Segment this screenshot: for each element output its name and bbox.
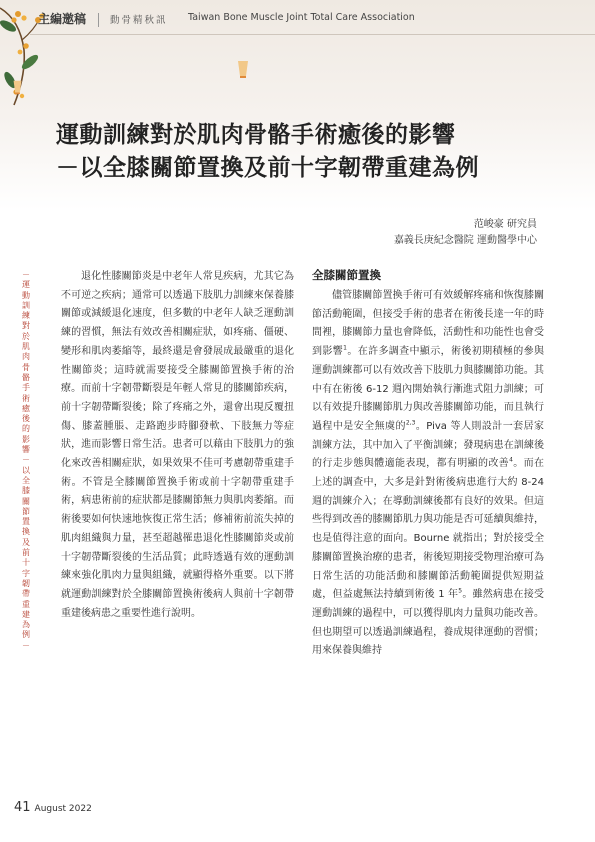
header-bar bbox=[0, 10, 595, 32]
association-name: Taiwan Bone Muscle Joint Total Care Association bbox=[188, 12, 415, 23]
author-name: 范峻豪 研究員 bbox=[473, 219, 537, 230]
title-line-1: 運動訓練對於肌肉骨骼手術癒後的影響 bbox=[56, 121, 456, 148]
magazine-name: 動骨精秋訊 bbox=[110, 15, 168, 26]
title-line-2: －以全膝關節置換及前十字韌帶重建為例 bbox=[56, 154, 479, 181]
reference-mark: 4 bbox=[509, 457, 513, 464]
reference-mark: 5 bbox=[458, 587, 463, 595]
reference-mark: 1 bbox=[343, 344, 347, 352]
author-block bbox=[394, 217, 537, 249]
text-segment: 。在許多調查中顯示，術後初期積極的參與運動訓練都可以有效改善下肢肌力與膝關節功能。其中有在術後 6-12 週內開始執行漸進式阻力訓練；可以有效提升膝關節肌力與改善膝關節功能，而且執行過程中是安全無虞的 bbox=[312, 346, 545, 432]
author-affiliation: 嘉義長庚紀念醫院 運動醫學中心 bbox=[393, 235, 537, 246]
header-rule bbox=[30, 34, 595, 35]
body-paragraph bbox=[312, 287, 544, 661]
article-title bbox=[56, 118, 576, 184]
page-number: 41 bbox=[14, 800, 31, 815]
text-segment: 。Piva 等人則設計一套居家訓練方法，其中加入了平衡訓練；發現病患在訓練後的行走步態與體適能表現，都有明顯的改善 bbox=[312, 420, 544, 470]
right-column bbox=[312, 266, 544, 661]
page-footer bbox=[14, 796, 92, 815]
text-segment: 。雖然病患在接受運動訓練的過程中，可以獲得肌肉力量與功能改善。但也期望可以透過訓練過程，養成規律運動的習慣；用來保養與維持 bbox=[312, 589, 544, 657]
reference-mark: 2,3 bbox=[405, 419, 416, 427]
issue-date: August 2022 bbox=[34, 804, 92, 814]
header-divider bbox=[98, 13, 99, 27]
sky-lantern-icon bbox=[12, 79, 23, 95]
text-segment: 。而在上述的調查中，大多是針對術後病患進行大約 8-24 週的訓練介入；在導動訓練後都有良好的效果。但這些得到改善的膝關節肌力與功能是否可延續與維持，也是值得注意的面向。Bourne 就指出；對於接受全膝關節置換治療的患者，術後短期接受物理治療可為日常生活的功能活動和膝關節活動範圍提供短期益處，但益處無法持續到術後 1 年 bbox=[312, 458, 545, 601]
left-column bbox=[61, 268, 294, 623]
sky-lantern-icon bbox=[236, 59, 250, 79]
text-segment: 儘管膝關節置換手術可有效緩解疼痛和恢復膝關節活動範圍，但接受手術的患者在術後長達一年的時間裡，膝關節力量也會降低，活動性和功能性也會受到影響 bbox=[312, 290, 544, 358]
section-heading: 全膝關節置換 bbox=[312, 268, 381, 282]
side-running-title: －運動訓練對於肌肉骨骼手術癒後的影響－以全膝關節置換及前十字韌帶重建為例－ bbox=[22, 270, 30, 650]
section-tag: 主編邀稿 bbox=[38, 12, 87, 26]
intro-paragraph: 退化性膝關節炎是中老年人常見疾病，尤其它為不可逆之疾病；通常可以透過下肢肌力訓練來保養膝關節或減緩退化速度，但多數的中老年人缺乏運動訓練的習慣，無法有效改善相關症狀，如疼痛、僵硬、變形和肌肉萎縮等，最終還是會發展成最嚴重的退化性關節炎；這時就需要接受全膝關節置換手術的治療。而前十字韌帶斷裂是年輕人常見的膝關節疾病，前十字韌帶斷裂後；除了疼痛之外，還會出現反覆扭傷、膝蓋腫脹、走路跑步時腳發軟、下肢無力等症狀，進而影響日常生活。患者可以藉由下肢肌力的強化來改善相關症狀，如果效果不佳可考慮韌帶重建手術。不管是全膝關節置換手術或前十字韌帶重建手術，病患術前的症狀都是膝關節無力與肌肉萎縮。而術後要如何快速地恢復正常生活；修補術前流失掉的肌肉組織與力量，甚至超越罹患退化性膝關節炎或前十字韌帶斷裂後的生活品質；此時透過有效的運動訓練來強化肌肉力量與組織，就顯得格外重要。以下將就運動訓練對於全膝關節置換術後病人與前十字韌帶重建後病患之重要性進行說明。 bbox=[61, 271, 294, 619]
